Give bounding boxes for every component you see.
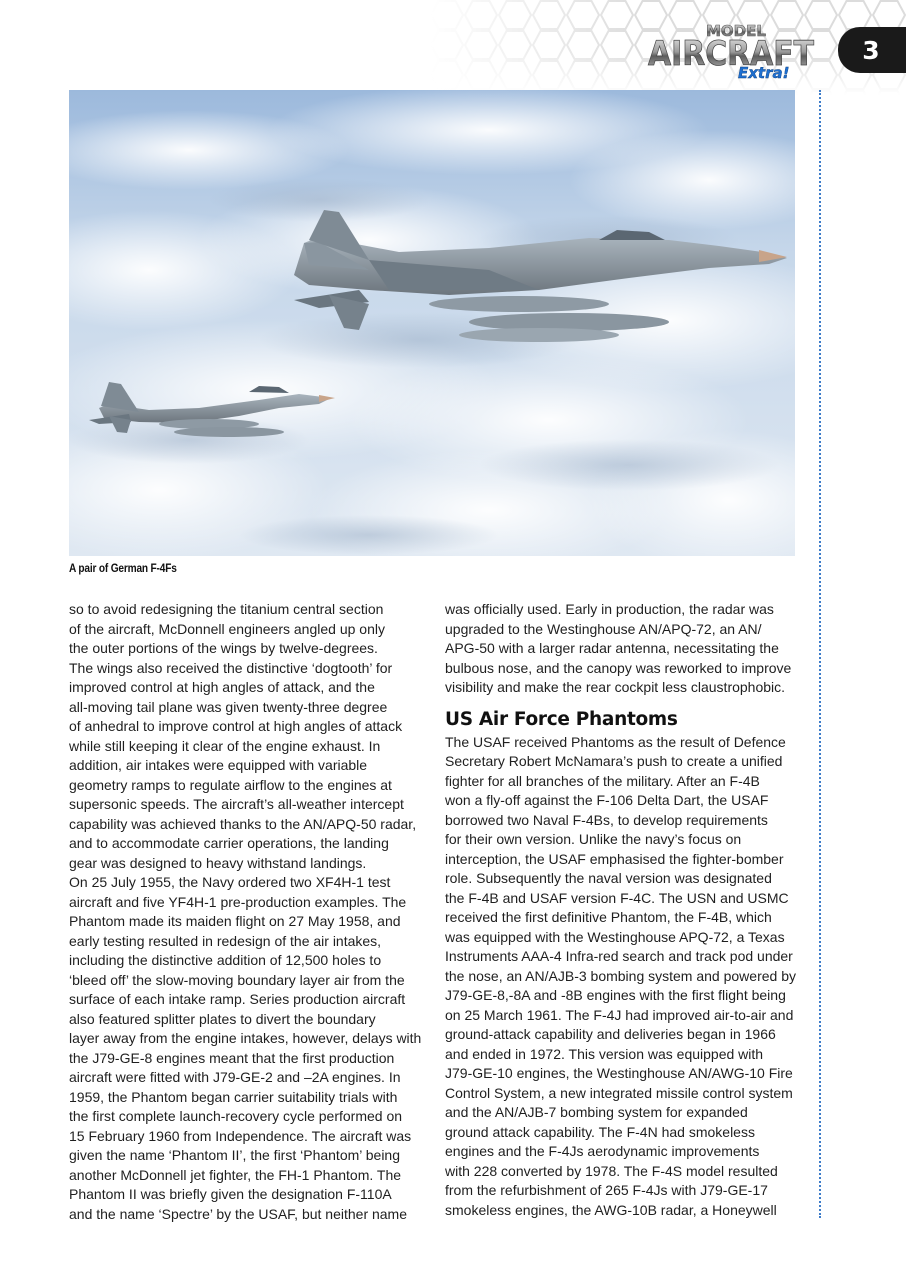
text-line: for their own version. Unlike the navy’s focus on	[445, 831, 742, 847]
text-line: also featured splitter plates to divert the boundary	[69, 1010, 376, 1027]
text-line: and the AN/AJB-7 bombing system for expanded	[445, 1104, 748, 1120]
text-line: gear was designed to heavy withstand landings.	[69, 854, 367, 871]
page-number: 3	[862, 35, 880, 65]
text-line: another McDonnell jet fighter, the FH-1 Phantom. The	[69, 1166, 402, 1183]
text-line: capability was achieved thanks to the AN/APQ-50 radar,	[69, 815, 417, 832]
magazine-logo	[646, 18, 818, 82]
text-line: the nose, an AN/AJB-3 bombing system and powered by	[445, 967, 796, 984]
text-line: surface of each intake ramp. Series production aircraft	[69, 991, 406, 1007]
text-line: on 25 March 1961. The F-4J had improved air-to-air and	[445, 1006, 794, 1023]
body-text-left-column	[69, 600, 421, 1224]
text-line: and ended in 1972. This version was equipped with	[445, 1045, 764, 1062]
text-line: Control System, a new integrated missile control system	[445, 1084, 793, 1101]
text-line: the outer portions of the wings by twelve-degrees.	[69, 640, 378, 656]
text-line: layer away from the engine intakes, however, delays with	[69, 1030, 422, 1046]
text-line: The wings also received the distinctive ‘dogtooth’ for	[69, 659, 393, 676]
text-line: the F-4B and USAF version F-4C. The USN and USMC	[445, 889, 789, 906]
text-line: won a fly-off against the F-106 Delta Dart, the USAF	[445, 792, 769, 808]
text-line: while still keeping it clear of the engine exhaust. In	[69, 737, 381, 754]
text-line: visibility and make the rear cockpit less claustrophobic.	[445, 679, 786, 695]
text-line: APG-50 with a larger radar antenna, necessitating the	[445, 640, 779, 656]
text-line: borrowed two Naval F-4Bs, to develop requirements	[445, 811, 768, 828]
photo-caption: A pair of German F-4Fs	[69, 563, 177, 575]
text-line: Phantom II was briefly given the designation F-110A	[69, 1186, 392, 1202]
photo-german-f4fs	[69, 90, 795, 556]
text-line: and to accommodate carrier operations, the landing	[69, 835, 389, 851]
text-line: and the name ‘Spectre’ by the USAF, but neither name	[69, 1205, 408, 1222]
text-line: ground-attack capability and deliveries began in 1966	[445, 1026, 776, 1042]
text-line: Instruments AAA-4 Infra-red search and track pod under	[445, 948, 793, 964]
text-line: Phantom made its maiden flight on 27 May 1958, and	[69, 913, 401, 929]
text-line: ‘bleed off’ the slow-moving boundary layer air from the	[69, 971, 405, 988]
text-line: 1959, the Phantom began carrier suitability trials with	[69, 1088, 398, 1105]
text-line: aircraft and five YF4H-1 pre-production examples. The	[69, 893, 407, 910]
text-line: role. Subsequently the naval version was designated	[445, 870, 772, 886]
text-line: all-moving tail plane was given twenty-three degree	[69, 698, 388, 715]
text-line: with 228 converted by 1978. The F-4S model resulted	[445, 1162, 778, 1179]
text-line: the J79-GE-8 engines meant that the first production	[69, 1049, 395, 1066]
text-line: aircraft were fitted with J79-GE-2 and –2A engines. In	[69, 1069, 401, 1085]
text-line: including the distinctive addition of 12,500 holes to	[69, 952, 382, 968]
cloud-layer	[69, 90, 795, 556]
text-line: 15 February 1960 from Independence. The aircraft was	[69, 1127, 412, 1144]
text-line: so to avoid redesigning the titanium central section	[69, 601, 384, 617]
body-text-right-column	[445, 600, 797, 1220]
text-line: Secretary Robert McNamara’s push to create a unified	[445, 753, 783, 769]
logo-aircraft-text: AIRCRAFT	[648, 34, 815, 74]
logo-model-text: MODEL	[706, 22, 766, 40]
text-line: improved control at high angles of attack, and the	[69, 679, 375, 695]
text-line: On 25 July 1955, the Navy ordered two XF4H-1 test	[69, 874, 391, 890]
text-line: of anhedral to improve control at high angles of attack	[69, 718, 403, 734]
logo-extra-text: Extra!	[738, 64, 790, 82]
text-line: smokeless engines, the AWG-10B radar, a Honeywell	[445, 1201, 777, 1218]
text-line: engines and the F-4Js aerodynamic improvements	[445, 1143, 760, 1159]
text-line: upgraded to the Westinghouse AN/APQ-72, an AN/	[445, 620, 762, 637]
text-line: was officially used. Early in production, the radar was	[445, 601, 774, 617]
text-line: fighter for all branches of the military. After an F-4B	[445, 772, 760, 789]
text-line: J79-GE-8,-8A and -8B engines with the first flight being	[445, 987, 786, 1003]
text-line: addition, air intakes were equipped with variable	[69, 757, 368, 773]
text-line: given the name ‘Phantom II’, the first ‘Phantom’ being	[69, 1147, 400, 1163]
text-line: the first complete launch-recovery cycle performed on	[69, 1108, 403, 1124]
text-line: from the refurbishment of 265 F-4Js with J79-GE-17	[445, 1182, 768, 1198]
section-heading-us-air-force-phantoms: US Air Force Phantoms	[445, 708, 678, 730]
text-line: received the first definitive Phantom, the F-4B, which	[445, 909, 772, 925]
text-line: J79-GE-10 engines, the Westinghouse AN/AWG-10 Fire	[445, 1065, 793, 1081]
text-line: The USAF received Phantoms as the result of Defence	[445, 733, 786, 750]
page-number-tab	[838, 27, 906, 73]
text-line: geometry ramps to regulate airflow to the engines at	[69, 776, 392, 793]
text-line: interception, the USAF emphasised the fighter-bomber	[445, 850, 784, 867]
text-line: was equipped with the Westinghouse APQ-72, a Texas	[445, 928, 785, 945]
text-line: early testing resulted in redesign of the air intakes,	[69, 932, 382, 949]
text-line: bulbous nose, and the canopy was reworked to improve	[445, 659, 792, 676]
text-line: ground attack capability. The F-4N had smokeless	[445, 1123, 755, 1140]
text-line: of the aircraft, McDonnell engineers angled up only	[69, 620, 385, 637]
column-divider-rule	[819, 90, 821, 1218]
text-line: supersonic speeds. The aircraft’s all-weather intercept	[69, 796, 404, 812]
